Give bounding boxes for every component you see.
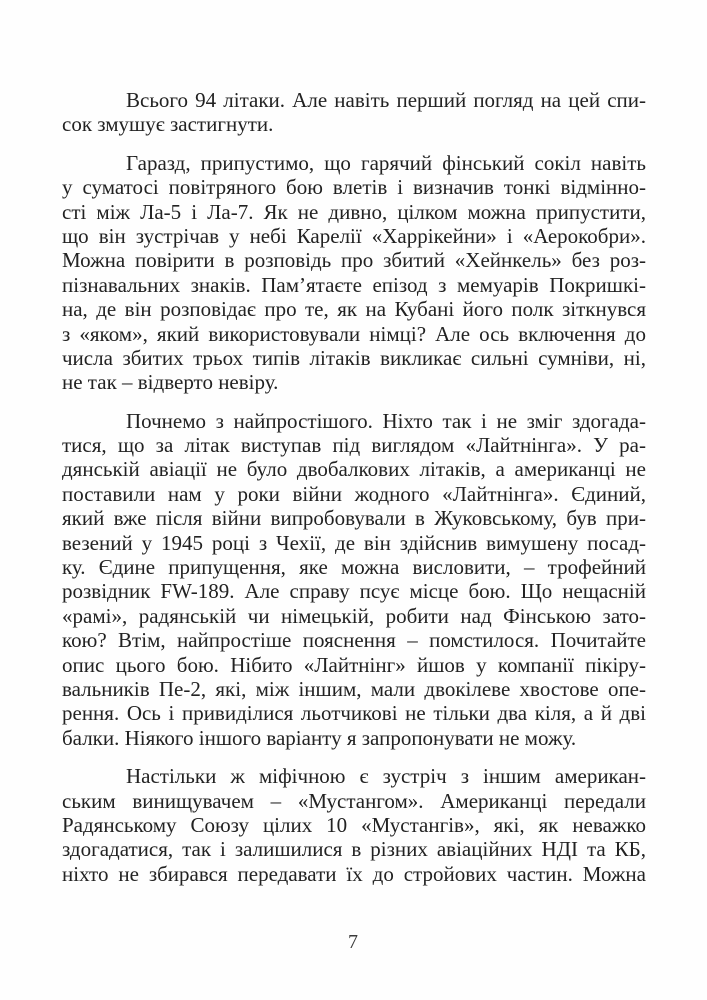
text-line: на, де він розповідає про те, як на Кубані його полк зіткнувся	[62, 297, 646, 322]
text-line: здогадатися, так і залишилися в різних авіаційних НДІ та КБ,	[62, 837, 646, 862]
page-number: 7	[348, 931, 359, 953]
paragraph	[62, 764, 646, 886]
text-line: не так – відверто невіру.	[62, 370, 279, 395]
text-line: Можна повірити в розповідь про збитий «Хейнкель» без роз-	[62, 248, 646, 273]
text-line: сок змушує застигнути.	[62, 112, 274, 137]
text-line: пізнавальних знаків. Пам’ятаєте епізод з мемуарів Покришкі-	[62, 272, 646, 297]
text-line: поставили нам у роки війни жодного «Лайтнінга». Єдиний,	[62, 481, 646, 506]
text-line: сті між Ла-5 і Ла-7. Як не дивно, цілком можна припустити,	[62, 199, 646, 224]
text-line: везений у 1945 році з Чехії, де він здійснив вимушену посад-	[62, 530, 646, 555]
text-line: тися, що за літак виступав під виглядом «Лайтнінга». У ра-	[62, 433, 646, 458]
text-line: ку. Єдине припущення, яке можна висловити, – трофейний	[62, 555, 646, 580]
text-line: вальників Пе-2, які, між іншим, мали двокілеве хвостове опе-	[62, 676, 646, 701]
paragraph	[62, 409, 646, 750]
text-line: який вже після війни випробовували в Жуковському, був при-	[62, 506, 646, 531]
text-line: Почнемо з найпростішого. Ніхто так і не зміг здогада-	[126, 408, 646, 433]
text-line: розвідник FW-189. Але справу псує місце бою. Що нещасній	[62, 579, 646, 604]
text-line: що він зустрічав у небі Карелії «Харрікейни» і «Аерокобри».	[62, 223, 646, 248]
text-line: у суматосі повітряного бою влетів і визначив тонкі відмінно-	[62, 175, 646, 200]
text-line: Всього 94 літаки. Але навіть перший погляд на цей спи-	[126, 88, 646, 112]
text-line: дянській авіації не було двобалкових літаків, а американці не	[62, 457, 646, 482]
text-line: ським винищувачем – «Мустангом». Американці передали	[62, 788, 646, 813]
text-line: Настільки ж міфічною є зустріч з іншим американ-	[126, 764, 646, 789]
text-line: «рамі», радянській чи німецькій, робити над Фінською зато-	[62, 603, 646, 628]
page-text	[62, 88, 646, 900]
paragraph	[62, 151, 646, 395]
text-line: Радянському Союзу цілих 10 «Мустангів», які, як неважко	[62, 812, 646, 837]
text-line: рення. Ось і привиділися льотчикові не тільки два кіля, а й дві	[62, 701, 646, 726]
text-line: числа збитих трьох типів літаків викликає сильні сумніви, ні,	[62, 345, 646, 370]
text-line: опис цього бою. Нібито «Лайтнінг» йшов у компанії пікіру-	[62, 652, 646, 677]
text-line: з «яком», який використовували німці? Але ось включення до	[62, 321, 646, 346]
paragraph	[62, 88, 646, 137]
text-line: балки. Ніякого іншого варіанту я запропонувати не можу.	[62, 725, 577, 750]
text-line: ніхто не збирався передавати їх до стройових частин. Можна	[62, 861, 646, 886]
text-line: кою? Втім, найпростіше пояснення – помстилося. Почитайте	[62, 628, 646, 653]
text-line: Гаразд, припустимо, що гарячий фінський сокіл навіть	[126, 150, 646, 175]
